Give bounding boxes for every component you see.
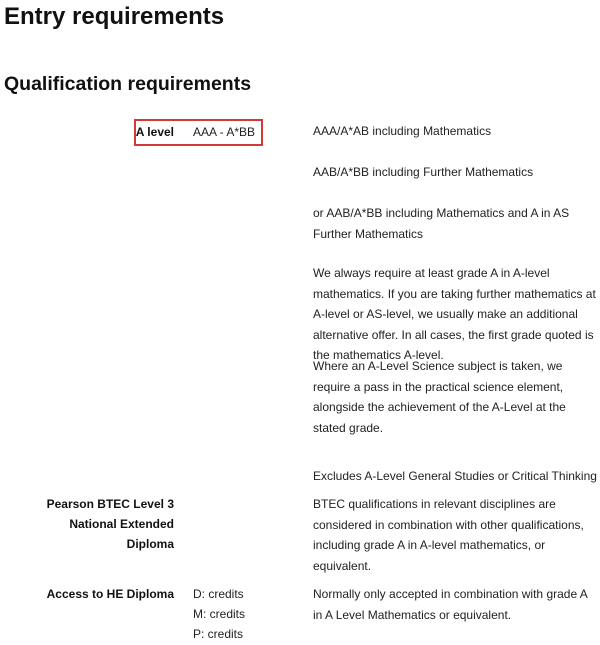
access-grade-m: M: credits	[193, 607, 246, 621]
section-title: Qualification requirements	[4, 73, 252, 95]
a-level-detail-5: Where an A-Level Science subject is taken, we require a pass in the practical science element, alongside the achievement of the A-Level at the stated grade.	[313, 359, 566, 435]
access-grade-p: P: credits	[193, 627, 244, 641]
btec-detail: BTEC qualifications in relevant disciplines are considered in combination with other qualifications, including grade A in A-level mathematics, or equivalent.	[313, 497, 584, 573]
a-level-grade: AAA - A*BB	[193, 125, 256, 139]
page-title: Entry requirements	[4, 3, 225, 30]
a-level-detail-4: We always require at least grade A in A-level mathematics. If you are taking further mathematics at A-level or AS-level, we usually make an additional alternative offer. In all cases, the first grade quoted is the mathematics A-level.	[313, 266, 596, 362]
a-level-label: A level	[135, 125, 174, 139]
access-grades	[193, 584, 245, 644]
access-label: Access to HE Diploma	[46, 587, 174, 601]
a-level-detail-3: or AAB/A*BB including Mathematics and A in AS Further Mathematics	[313, 206, 570, 241]
access-grade-d: D: credits	[193, 587, 244, 601]
access-detail: Normally only accepted in combination with grade A in A Level Mathematics or equivalent.	[313, 587, 588, 622]
btec-label: Pearson BTEC Level 3 National Extended Diploma	[46, 497, 174, 551]
a-level-detail-1: AAA/A*AB including Mathematics	[313, 124, 492, 138]
a-level-detail-6: Excludes A-Level General Studies or Critical Thinking	[313, 469, 597, 483]
a-level-detail-2: AAB/A*BB including Further Mathematics	[313, 165, 534, 179]
